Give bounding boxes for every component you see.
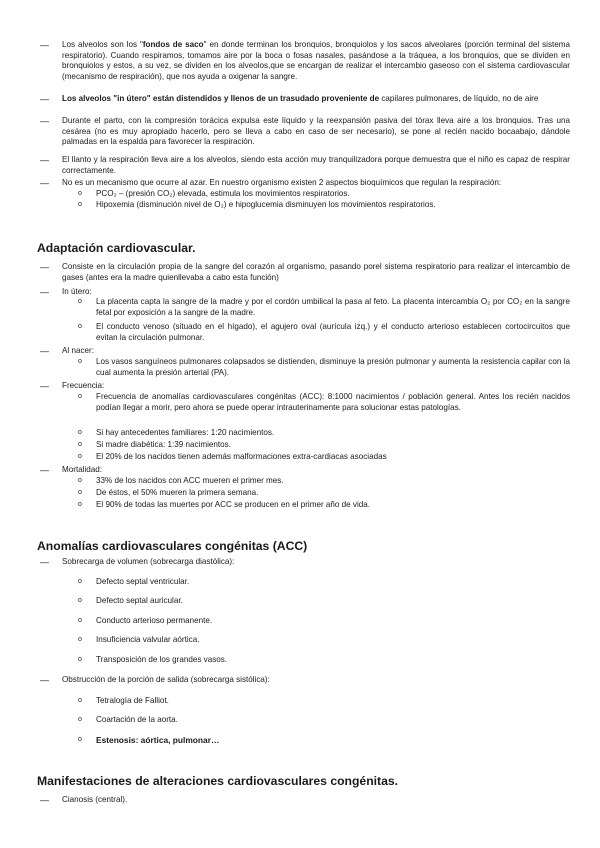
circle-bullet-icon: o [78, 636, 82, 643]
dash-icon: — [40, 287, 49, 297]
frecuencia-label: Frecuencia: [62, 381, 105, 390]
dash-icon: — [40, 557, 49, 567]
document-page: — Los alveolos son los "fondos de saco" en donde terminan los bronquios, bronquiolos y los sacos alveolares (porción terminal del sistema respiratorio). Cuando respiramos, tomamos aire por la boca o fosas nasales, pasándose a la tráquea, a los bronquios, que se dividen en bronquiolos y estos, a su vez, se dividen en los alveolos,que se encargan de realizar el intercambio gaseoso con el sistema cardiovascular (mecanismo de respiración), que nos ayuda a oxigenar la sangre. — Los alveolos "in útero" están distendidos y llenos de un trasudado proveniente de capilares pulmonares, de líquido, no de aire — Durante el parto, con la compresión torácica expulsa este líquido y la reexpansión pasiva del tórax lleva aire a los bronquios. Tras una cesárea (no es muy apropiado hacerlo, pero se lleva a cabo en caso de ser necesario), se pone al recién nacido bocaabajo, dándole palmadas en la espalda para favorecer la respiración. — El llanto y la respiración lleva aire a los alveolos, siendo esta acción muy tranquilizadora porque demuestra que el niño es capaz de respirar correctamente. — No es un mecanismo que ocurre al azar. En nuestro organismo existen 2 aspectos bioquímicos que regulan la respiración: o PCO₂ – (presión CO₂) elevada, estimula los movimientos respiratorios. o Hipoxemia (disminución nivel de O₂) e hipoglucemia disminuyen los movimientos respiratorios. Adaptación cardiovascular. — Consiste en la circulación propia de la sangre del corazón al organismo, pasando porel sistema respiratorio para realizar el intercambio de gases (antes era la madre quienllevaba a cabo esta función) — In útero: o La placenta capta la sangre de la madre y por el cordón umbilical la pasa al feto. La placenta intercambia O₂ por CO₂ en la sangre fetal por exposición a la sangre de la madre. o El conducto venoso (situado en el hígado), el agujero oval (aurícula izq.) y el conducto arterioso establecen cortocircuitos que evitan la circulación pulmonar. — Al nacer: o Los vasos sanguíneos pulmonares colapsados se distienden, disminuye la presión pulmonar y aumenta la resistencia capilar con la cual aumenta la presión arterial (PA). — Frecuencia: o Frecuencia de anomalías cardiovasculares congénitas (ACC): 8:1000 nacimientos / población general. Antes los recién nacidos podían llegar a morir, pero ahora se puede operar intrauterinamente para solucionar estas patologías. o Si hay antecedentes familiares: 1:20 nacimientos. o Si madre diabética: 1:39 nacimientos. o El 20% de los nacidos tienen además malformaciones extra-cardiacas asociadas — Mortalidad: o 33% de los nacidos con ACC mueren el primer mes. o De éstos, el 50% mueren la primera semana. o El 90% de todas las muertes por ACC se producen en el primer año de vida. Anomalías cardiovasculares congénitas (ACC) — Sobrecarga de volumen (sobrecarga diastólica): o Defecto septal ventricular. o Defecto septal auricular. o Conducto arterioso permanente. o Insuficiencia valvular aórtica. o Transposición de los grandes vasos. — Obstrucción de la porción de salida (sobrecarga sistólica): o Tetralogía de Falliot. o Coartación de la aorta. o Estenosis: aórtica, pulmonar… Manifestaciones de alteraciones cardiovasculares congénitas. — Cianosis (central). [37, 40, 570, 805]
circle-bullet-icon: o [78, 201, 82, 208]
dash-icon: — [40, 465, 49, 475]
circle-bullet-icon: o [78, 597, 82, 604]
circle-bullet-icon: o [78, 736, 82, 743]
circle-bullet-icon: o [78, 429, 82, 436]
circle-bullet-icon: o [78, 617, 82, 624]
circle-bullet-icon: o [78, 578, 82, 585]
parto-text: Durante el parto, con la compresión torácica expulsa este líquido y la reexpansión pasiva del tórax lleva aire a los bronquios. Tras una cesárea (no es muy apropiado hacerlo, pero se lleva a cabo en caso de ser necesario), se pone al recién nacido bocaabajo, dándole palmadas en la espalda para favorecer la respiración. [62, 116, 570, 147]
mortalidad-label: Mortalidad: [62, 465, 103, 474]
heading-manifestaciones: Manifestaciones de alteraciones cardiovasculares congénitas. [37, 774, 399, 788]
in-utero-text-post: capilares pulmonares, de líquido, no de aire [379, 94, 539, 103]
circle-bullet-icon: o [78, 393, 82, 400]
heading-adaptacion-cardiovascular: Adaptación cardiovascular. [37, 241, 196, 255]
in-utero-label: In útero: [62, 287, 92, 296]
obstruccion-label: Obstrucción de la porción de salida (sobrecarga sistólica): [62, 675, 270, 684]
al-nacer-label: Al nacer: [62, 346, 94, 355]
dash-icon: — [40, 94, 49, 104]
circle-bullet-icon: o [78, 441, 82, 448]
dash-icon: — [40, 155, 49, 165]
dash-icon: — [40, 381, 49, 391]
dash-icon: — [40, 178, 49, 188]
circle-bullet-icon: o [78, 298, 82, 305]
alveolos-text-emph: fondos de saco [142, 40, 204, 49]
mecanismo-text: No es un mecanismo que ocurre al azar. En nuestro organismo existen 2 aspectos bioquímicos que regulan la respiración: [62, 178, 502, 187]
llanto-text: El llanto y la respiración lleva aire a los alveolos, siendo esta acción muy tranquilizadora porque demuestra que el niño es capaz de respirar correctamente. [62, 155, 570, 175]
circle-bullet-icon: o [78, 697, 82, 704]
sobrecarga-volumen-label: Sobrecarga de volumen (sobrecarga diastólica): [62, 557, 235, 566]
circle-bullet-icon: o [78, 190, 82, 197]
dash-icon: — [40, 116, 49, 126]
circle-bullet-icon: o [78, 477, 82, 484]
circle-bullet-icon: o [78, 489, 82, 496]
dash-icon: — [40, 262, 49, 272]
dash-icon: — [40, 795, 49, 805]
circle-bullet-icon: o [78, 453, 82, 460]
heading-anomalias-acc: Anomalías cardiovasculares congénitas (ACC) [37, 539, 308, 553]
circle-bullet-icon: o [78, 656, 82, 663]
cianosis-text: Cianosis (central). [62, 795, 128, 804]
dash-icon: — [40, 675, 49, 685]
circle-bullet-icon: o [78, 323, 82, 330]
alveolos-text-pre: Los alveolos son los " [62, 40, 143, 49]
alveolos-text-post: " en donde terminan los bronquios, bronquiolos y los sacos alveolares (porción terminal del sistema respiratorio). Cuando respiramos, tomamos aire por la boca o fosas nasales, pasándose a la tráquea, a los bronquios, que se dividen en bronquiolos y estos, a su vez, se dividen en los alveolos,que se encargan de realizar el intercambio gaseoso con el sistema cardiovascular (mecanismo de respiración), que nos ayuda a oxigenar la sangre. [62, 40, 570, 81]
dash-icon: — [40, 346, 49, 356]
circle-bullet-icon: o [78, 716, 82, 723]
circle-bullet-icon: o [78, 358, 82, 365]
dash-icon: — [40, 40, 49, 50]
in-utero-bold-text: Los alveolos "in útero" están distendidos y llenos de un trasudado proveniente de [62, 94, 380, 103]
circle-bullet-icon: o [78, 501, 82, 508]
consiste-text: Consiste en la circulación propia de la sangre del corazón al organismo, pasando porel sistema respiratorio para realizar el intercambio de gases (antes era la madre quienllevaba a cabo esta función) [62, 262, 570, 282]
